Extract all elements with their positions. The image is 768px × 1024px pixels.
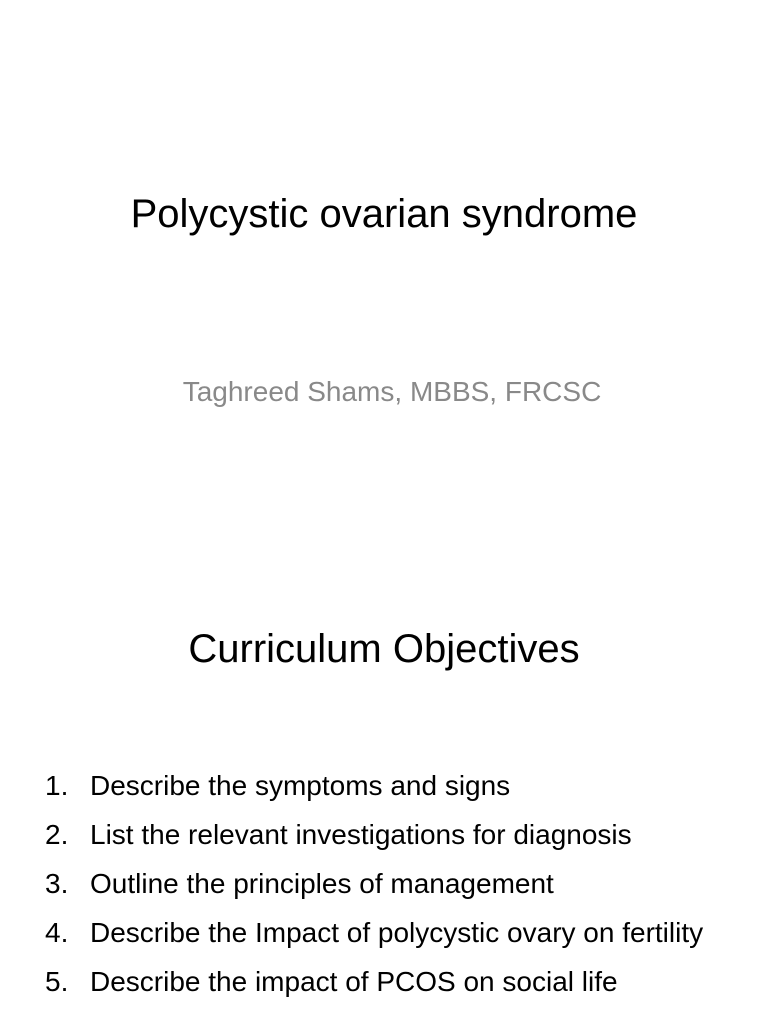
list-item-number: 3. (45, 868, 69, 899)
slide-title: Polycystic ovarian syndrome (130, 192, 638, 236)
list-item-text: Describe the symptoms and signs (90, 770, 511, 801)
objectives-slide (0, 576, 768, 1024)
list-item-number: 5. (45, 966, 69, 997)
objectives-title: Curriculum Objectives (188, 627, 580, 671)
list-item (0, 913, 768, 953)
objectives-list (0, 766, 768, 1011)
list-item-text: Describe the Impact of polycystic ovary on fertility (90, 917, 704, 948)
list-item (0, 815, 768, 855)
list-item (0, 962, 768, 1002)
list-item-text: Describe the impact of PCOS on social life (90, 966, 618, 997)
list-item-number: 2. (45, 819, 69, 850)
list-item-text: List the relevant investigations for diagnosis (90, 819, 632, 850)
list-item-number: 4. (45, 917, 69, 948)
list-item-text: Outline the principles of management (90, 868, 554, 899)
slide-subtitle: Taghreed Shams, MBBS, FRCSC (182, 376, 602, 407)
list-item (0, 766, 768, 806)
list-item-number: 1. (45, 770, 69, 801)
list-item (0, 864, 768, 904)
